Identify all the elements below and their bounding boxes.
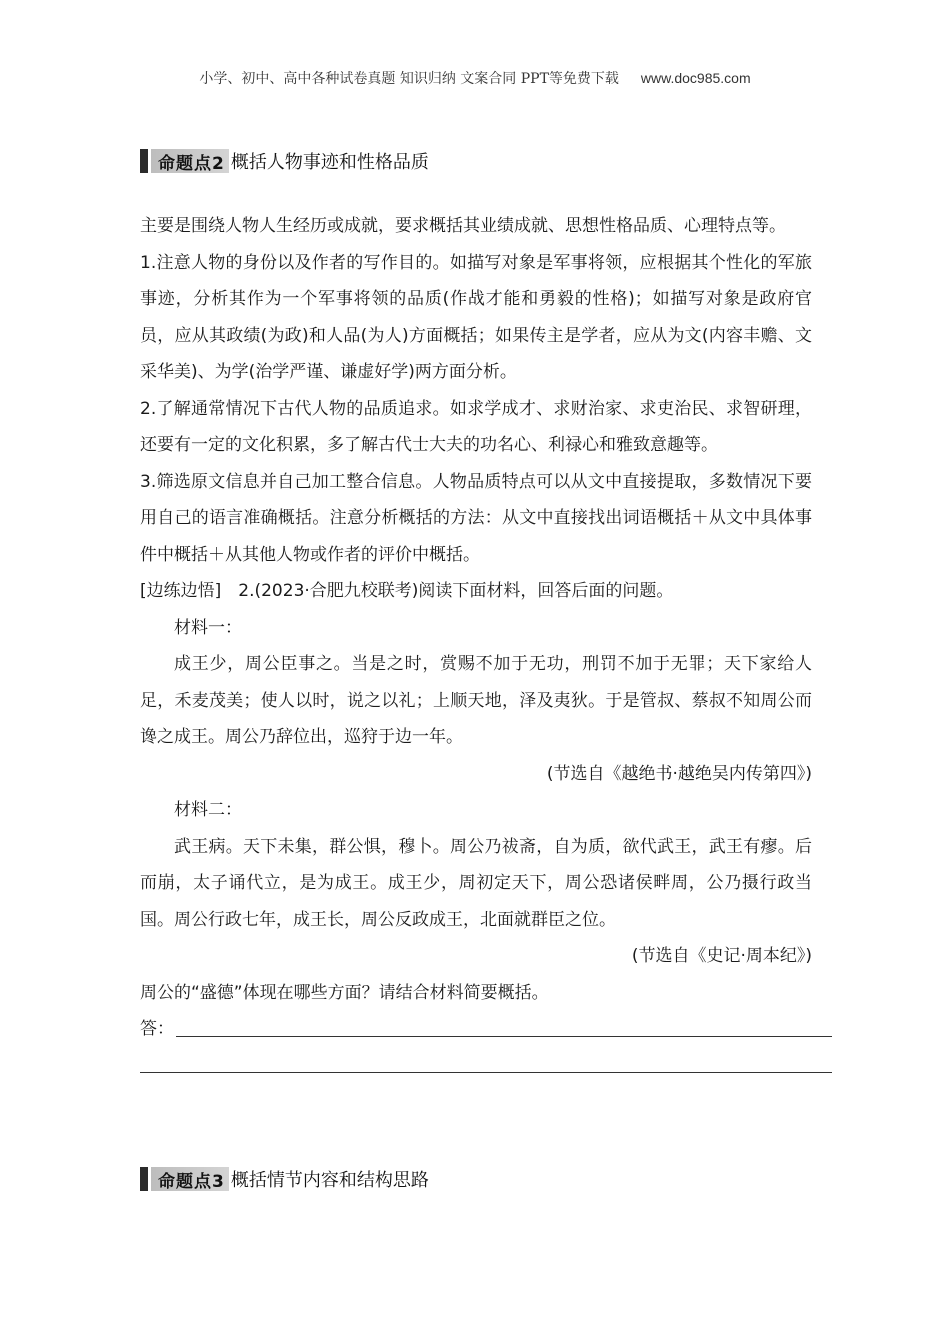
page-header: [0, 68, 950, 88]
material-2-text: 武王病。天下未集，群公惧，穆卜。周公乃祓斋，自为质，欲代武王，武王有瘳。后而崩，太子诵代立，是为成王。成王少，周初定天下，周公恐诸侯畔周，公乃摄行政当国。周公行政七年，成王长，周公反政成王，北面就群臣之位。: [140, 836, 812, 930]
section-title-2: 概括人物事迹和性格品质: [230, 152, 429, 173]
point-3-paragraph: 3.筛选原文信息并自己加工整合信息。人物品质特点可以从文中直接提取，多数情况下要用自己的语言准确概括。注意分析概括的方法：从文中直接找出词语概括＋从文中具体事件中概括＋从其他人物或作者的评价中概括。: [140, 471, 812, 565]
answer-rule-2: [140, 1072, 832, 1073]
point-1-paragraph: 1.注意人物的身份以及作者的写作目的。如描写对象是军事将领，应根据其个性化的军旅事迹，分析其作为一个军事将领的品质(作战才能和勇毅的性格)；如描写对象是政府官员，应从其政绩(为政)和人品(为人)方面概括；如果传主是学者，应从为文(内容丰赡、文采华美)、为学(治学严谨、谦虚好学)两方面分析。: [140, 252, 812, 382]
question-text: 周公的“盛德”体现在哪些方面？请结合材料简要概括。: [140, 982, 549, 1003]
header-url[interactable]: www.doc985.com: [640, 70, 751, 86]
section-tag-2: 命题点2: [140, 149, 229, 173]
material-1-text: 成王少，周公臣事之。当是之时，赏赐不加于无功，刑罚不加于无罪；天下家给人足，禾麦茂美；使人以时，说之以礼；上顺天地，泽及夷狄。于是管叔、蔡叔不知周公而谗之成王。周公乃辞位出，巡狩于边一年。: [140, 654, 812, 747]
material-2-source: (节选自《史记·周本纪》): [631, 946, 812, 966]
section-title-3: 概括情节内容和结构思路: [230, 1170, 429, 1191]
material-1-source: (节选自《越绝书·越绝吴内传第四》): [546, 763, 812, 784]
header-text: 小学、初中、高中各种试卷真题 知识归纳 文案合同 PPT等免费下载: [199, 71, 619, 87]
section-heading-2: [140, 148, 429, 174]
section-tag-3: 命题点3: [140, 1167, 229, 1191]
point-2-paragraph: 2.了解通常情况下古代人物的品质追求。如求学成才、求财治家、求吏治民、求智研理，还要有一定的文化积累，多了解古代士大夫的功名心、利禄心和雅致意趣等。: [140, 398, 812, 455]
main-content: [140, 208, 812, 1083]
answer-rule-1: [176, 1036, 832, 1037]
intro-paragraph: 主要是围绕人物人生经历或成就，要求概括其业绩成就、思想性格品质、心理特点等。: [140, 216, 786, 236]
answer-line-1[interactable]: [140, 1011, 812, 1047]
material-1-label: 材料一：: [174, 617, 242, 638]
material-2-label: 材料二：: [174, 800, 242, 820]
section-heading-3: [140, 1166, 429, 1192]
exercise-prompt: [边练边悟] 2.(2023·合肥九校联考)阅读下面材料，回答后面的问题。: [140, 581, 674, 601]
answer-line-2[interactable]: [140, 1047, 812, 1083]
answer-label: 答：: [140, 1019, 174, 1039]
